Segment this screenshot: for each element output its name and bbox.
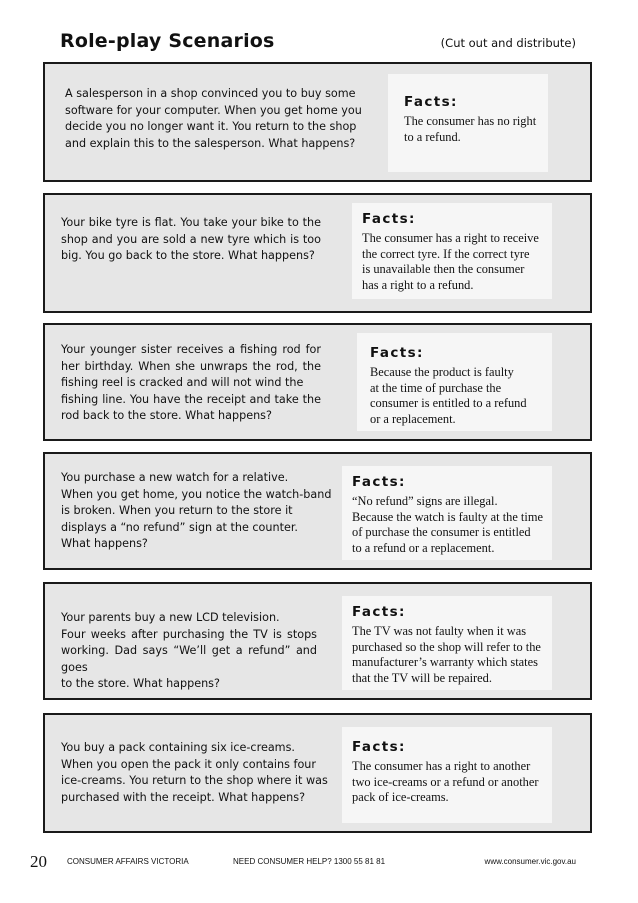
facts-text: [352, 494, 552, 556]
footer-helpline: NEED CONSUMER HELP? 1300 55 81 81: [233, 857, 386, 866]
facts-line: The TV was not faulty when it was: [352, 624, 527, 638]
facts-line: the correct tyre. If the correct tyre: [362, 246, 530, 261]
scenario-text: [65, 86, 365, 152]
scenario-line: rod back to the store. What happens?: [61, 409, 272, 422]
facts-line: manufacturer’s warranty which states: [352, 655, 538, 669]
facts-box: [342, 466, 552, 560]
scenario-line: purchased with the receipt. What happens?: [61, 790, 306, 804]
facts-heading: Facts:: [362, 211, 416, 227]
scenario-line: and explain this to the salesperson. What happens?: [65, 136, 356, 150]
scenario-line: When you get home, you notice the watch-band: [61, 487, 332, 501]
facts-line: at the time of purchase the: [370, 380, 502, 395]
facts-line: Because the watch is faulty at the time: [352, 509, 543, 524]
facts-line: The consumer has a right to another: [352, 759, 531, 773]
scenario-line: shop and you are sold a new tyre which is too: [61, 232, 321, 246]
facts-line: Because the product is faulty: [370, 365, 514, 379]
scenario-text: [61, 470, 331, 553]
facts-line: to a refund.: [404, 129, 461, 144]
facts-line: two ice-creams or a refund or another: [352, 774, 539, 789]
facts-line: to a refund or a replacement.: [352, 540, 495, 555]
scenario-line: big. You go back to the store. What happens?: [61, 249, 315, 262]
facts-line: “No refund” signs are illegal.: [352, 494, 498, 508]
facts-text: [370, 365, 552, 427]
scenario-card-4: [43, 452, 592, 570]
facts-box: [342, 596, 552, 690]
facts-text: [352, 624, 552, 686]
facts-line: The consumer has no right: [404, 114, 537, 128]
scenario-line: A salesperson in a shop convinced you to buy some: [65, 87, 356, 100]
page-footer: [0, 850, 638, 870]
facts-box: [357, 333, 552, 431]
facts-line: consumer is entitled to a refund: [370, 396, 527, 410]
facts-line: is unavailable then the consumer: [362, 262, 525, 276]
facts-line: pack of ice-creams.: [352, 790, 449, 804]
scenario-text: [61, 610, 317, 693]
scenario-line: Your bike tyre is flat. You take your bike to the: [61, 216, 321, 229]
facts-line: has a right to a refund.: [362, 277, 474, 292]
scenario-line: What happens?: [61, 537, 148, 550]
facts-box: [388, 74, 548, 172]
scenario-line: When you open the pack it only contains four: [61, 757, 316, 771]
facts-heading: Facts:: [370, 345, 424, 361]
scenario-line: ice-creams. You return to the shop where it was: [61, 774, 328, 787]
scenario-card-6: [43, 713, 592, 833]
scenario-line: Four weeks after purchasing the TV is stops: [61, 627, 317, 641]
facts-box: [342, 727, 552, 823]
scenario-card-2: [43, 193, 592, 313]
scenario-line: working. Dad says “We’ll get a refund” and goes: [61, 644, 317, 674]
facts-heading: Facts:: [404, 94, 458, 110]
scenario-card-3: [43, 323, 592, 441]
scenario-line: You purchase a new watch for a relative.: [61, 471, 289, 484]
facts-text: [352, 759, 552, 806]
facts-line: or a replacement.: [370, 411, 456, 426]
scenario-line: Your younger sister receives a fishing rod for: [61, 343, 321, 356]
scenario-text: [61, 342, 321, 425]
facts-heading: Facts:: [352, 739, 406, 755]
scenario-card-5: [43, 582, 592, 700]
facts-text: [404, 114, 548, 145]
scenario-text: [61, 215, 321, 265]
scenario-card-1: [43, 62, 592, 182]
page-number: 20: [30, 852, 47, 871]
facts-line: purchased so the shop will refer to the: [352, 639, 541, 654]
facts-line: The consumer has a right to receive: [362, 231, 539, 245]
facts-heading: Facts:: [352, 474, 406, 490]
scenario-line: fishing reel is cracked and will not wind the: [61, 376, 304, 389]
scenario-line: to the store. What happens?: [61, 677, 220, 690]
scenario-line: fishing line. You have the receipt and take the: [61, 392, 321, 406]
scenario-line: her birthday. When she unwraps the rod, the: [61, 359, 321, 373]
scenario-line: displays a “no refund” sign at the counter.: [61, 520, 298, 534]
scenario-line: is broken. When you return to the store it: [61, 504, 293, 517]
facts-text: [362, 231, 552, 293]
scenario-line: software for your computer. When you get home you: [65, 103, 362, 117]
scenario-text: [61, 740, 328, 806]
footer-website: www.consumer.vic.gov.au: [484, 857, 576, 866]
page-title: Role-play Scenarios: [60, 30, 275, 52]
facts-line: that the TV will be repaired.: [352, 670, 492, 685]
cut-out-note: (Cut out and distribute): [440, 36, 576, 50]
scenario-line: You buy a pack containing six ice-creams.: [61, 741, 295, 754]
facts-heading: Facts:: [352, 604, 406, 620]
facts-box: [352, 203, 552, 299]
footer-organization: CONSUMER AFFAIRS VICTORIA: [67, 857, 189, 866]
scenario-line: Your parents buy a new LCD television.: [61, 611, 280, 624]
facts-line: of purchase the consumer is entitled: [352, 525, 531, 539]
scenario-line: decide you no longer want it. You return to the shop: [65, 120, 357, 133]
